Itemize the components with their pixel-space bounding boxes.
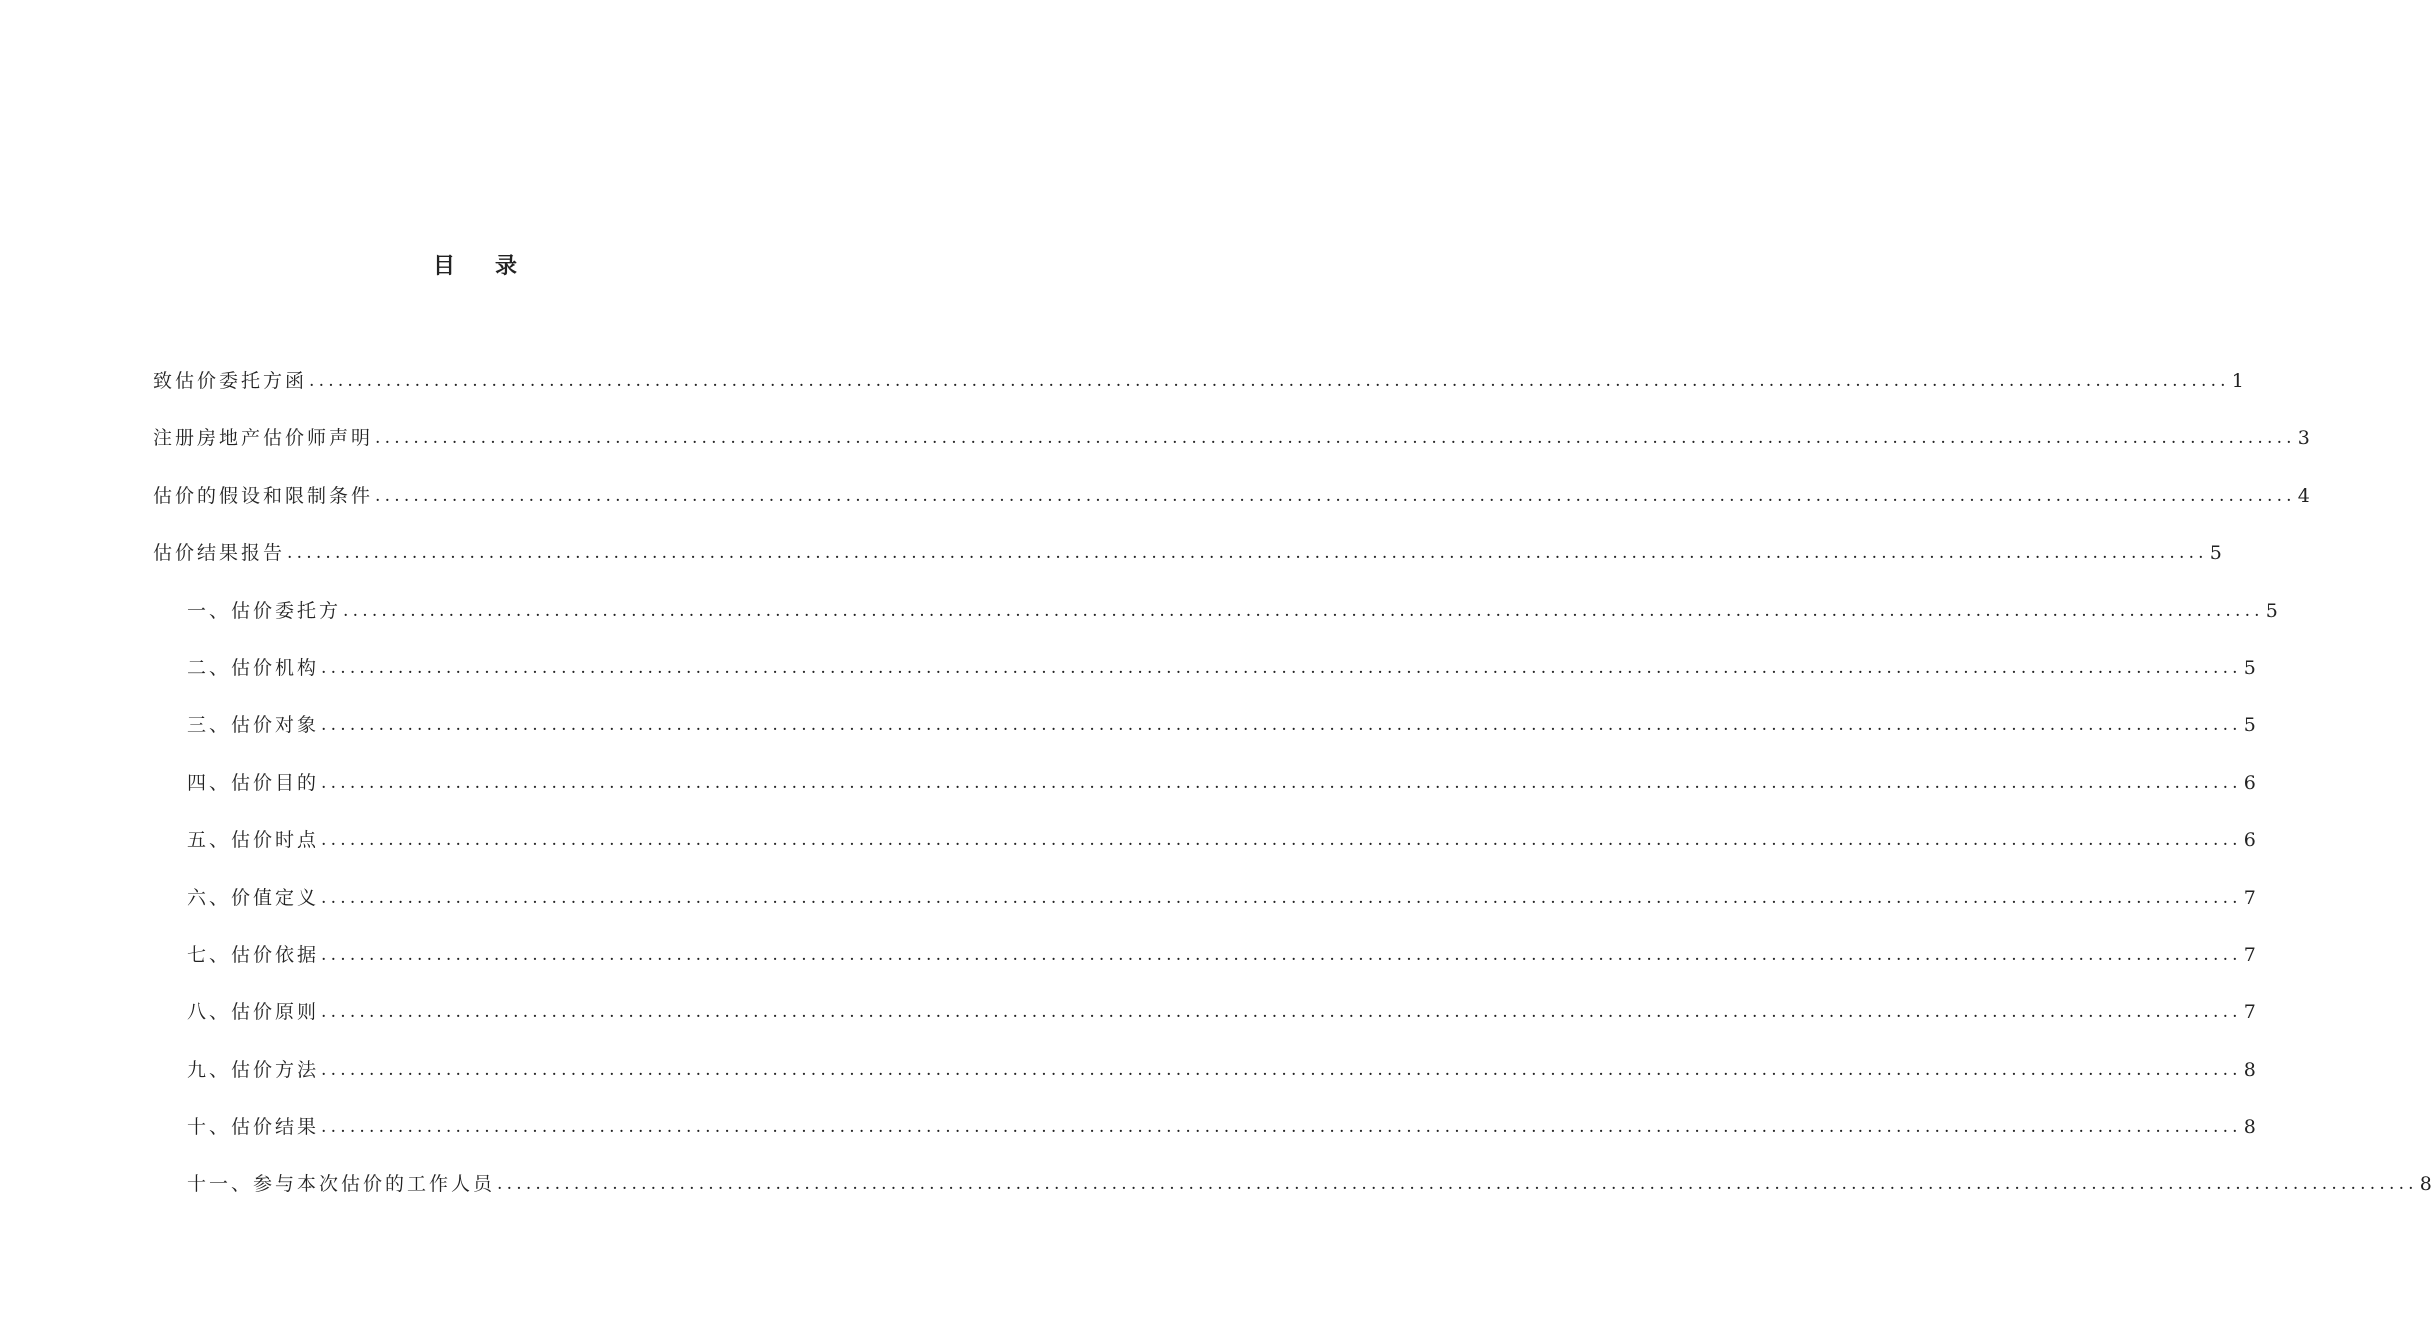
toc-entry-page: 5 [2243, 714, 2256, 737]
toc-leader-dots: ........................................................................................................................................................................................................ [321, 1002, 2242, 1023]
toc-list [0, 366, 2432, 1227]
toc-leader-dots: ........................................................................................................................................................................................................ [343, 600, 2264, 621]
toc-entry[interactable] [187, 997, 2256, 1054]
toc-entry-page: 5 [2265, 599, 2278, 622]
toc-leader-dots: ........................................................................................................................................................................................................ [321, 944, 2242, 965]
toc-entry-label: 三、估价对象 [187, 714, 320, 737]
toc-leader-dots: ........................................................................................................................................................................................................ [321, 657, 2242, 678]
toc-entry[interactable] [187, 883, 2256, 940]
toc-entry-page: 4 [2297, 484, 2310, 507]
toc-entry[interactable] [187, 1169, 2432, 1226]
toc-entry-label: 七、估价依据 [187, 943, 320, 966]
toc-entry-page: 1 [2231, 370, 2244, 392]
toc-leader-dots: ........................................................................................................................................................................................................ [321, 830, 2242, 851]
toc-entry[interactable] [187, 596, 2278, 653]
toc-entry[interactable] [187, 940, 2256, 997]
toc-entry-page: 5 [2243, 656, 2256, 679]
toc-entry-label: 估价结果报告 [153, 542, 286, 565]
toc-entry-page: 8 [2243, 1058, 2256, 1081]
toc-entry[interactable] [153, 481, 2310, 538]
toc-entry[interactable] [187, 768, 2256, 825]
toc-leader-dots: ........................................................................................................................................................................................................ [375, 428, 2296, 449]
toc-entry-label: 致估价委托方函 [153, 370, 308, 392]
toc-entry-label: 注册房地产估价师声明 [153, 427, 374, 450]
toc-entry-page: 8 [2419, 1173, 2432, 1196]
toc-leader-dots: ........................................................................................................................................................................................................ [287, 543, 2208, 564]
toc-entry[interactable] [187, 653, 2256, 710]
toc-entry-label: 估价的假设和限制条件 [153, 484, 374, 507]
toc-entry-page: 6 [2243, 829, 2256, 852]
toc-title: 目录 [432, 253, 557, 279]
toc-entry-page: 8 [2243, 1116, 2256, 1139]
toc-leader-dots: ........................................................................................................................................................................................................ [375, 485, 2296, 506]
toc-leader-dots: ........................................................................................................................................................................................................ [321, 887, 2242, 908]
toc-leader-dots: ........................................................................................................................................................................................................ [321, 1059, 2242, 1080]
toc-entry-page: 5 [2209, 542, 2222, 565]
toc-entry[interactable] [187, 825, 2256, 882]
toc-leader-dots: ........................................................................................................................................................................................................ [321, 1117, 2242, 1138]
toc-leader-dots: ........................................................................................................................................................................................................ [309, 371, 2230, 391]
toc-entry[interactable] [187, 1055, 2256, 1112]
toc-entry-page: 6 [2243, 771, 2256, 794]
toc-entry-label: 十、估价结果 [187, 1116, 320, 1139]
toc-entry[interactable] [153, 538, 2222, 595]
toc-leader-dots: ........................................................................................................................................................................................................ [321, 772, 2242, 793]
toc-entry-page: 7 [2243, 943, 2256, 966]
toc-entry[interactable] [187, 1112, 2256, 1169]
toc-entry-label: 二、估价机构 [187, 656, 320, 679]
toc-entry[interactable] [153, 366, 2244, 423]
toc-entry-page: 3 [2297, 427, 2310, 450]
toc-entry[interactable] [153, 423, 2310, 480]
toc-leader-dots: ........................................................................................................................................................................................................ [321, 715, 2242, 736]
toc-entry-page: 7 [2243, 886, 2256, 909]
toc-entry-label: 九、估价方法 [187, 1058, 320, 1081]
toc-entry-label: 八、估价原则 [187, 1001, 320, 1024]
toc-entry-label: 一、估价委托方 [187, 599, 342, 622]
toc-entry-label: 四、估价目的 [187, 771, 320, 794]
toc-entry-page: 7 [2243, 1001, 2256, 1024]
toc-entry-label: 十一、参与本次估价的工作人员 [187, 1173, 496, 1196]
toc-entry[interactable] [187, 710, 2256, 767]
toc-leader-dots: ........................................................................................................................................................................................................ [497, 1174, 2418, 1195]
toc-entry-label: 六、价值定义 [187, 886, 320, 909]
toc-entry-label: 五、估价时点 [187, 829, 320, 852]
